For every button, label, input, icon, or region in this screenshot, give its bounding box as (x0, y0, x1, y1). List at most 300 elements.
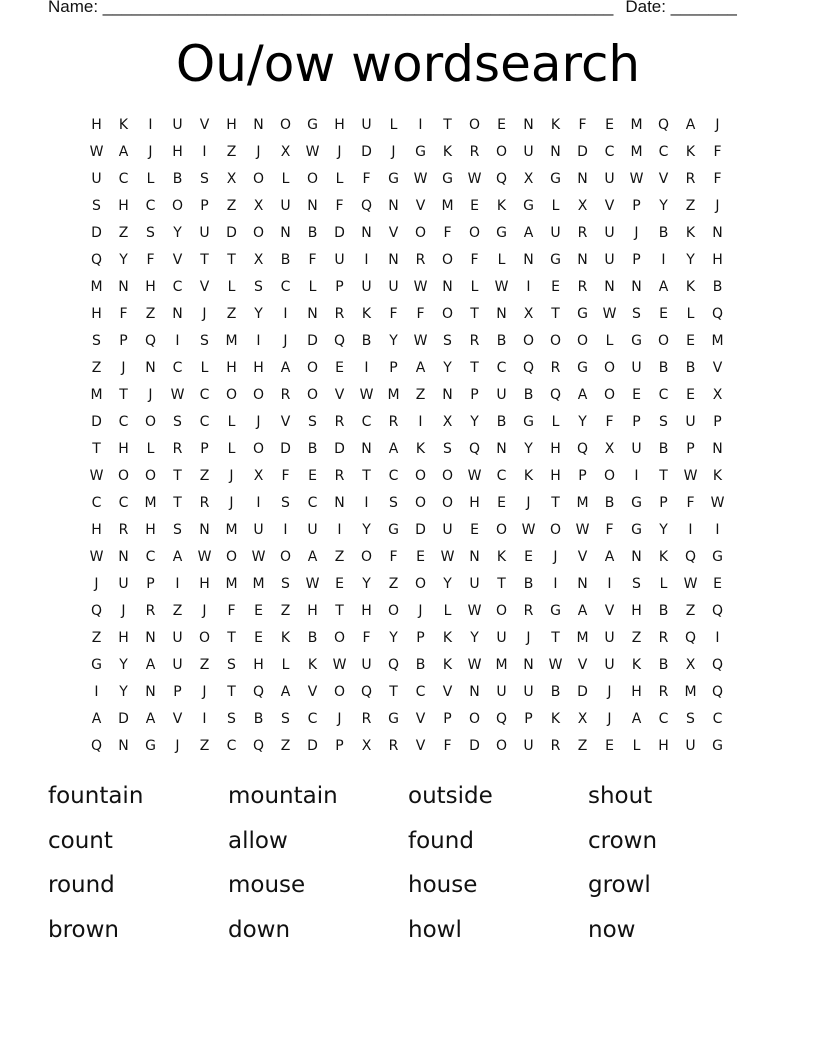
grid-cell: O (495, 522, 508, 538)
grid-cell: L (227, 441, 236, 457)
grid-cell: O (360, 549, 373, 565)
grid-cell: N (334, 495, 345, 511)
word-list-item: house (408, 872, 478, 898)
grid-cell: K (658, 549, 669, 565)
word-list-item: howl (408, 916, 462, 943)
grid-cell: H (91, 522, 102, 538)
grid-cell: W (467, 171, 482, 187)
grid-cell: A (280, 360, 291, 376)
grid-cell: K (280, 630, 291, 646)
grid-cell: H (145, 522, 156, 538)
grid-cell: U (604, 252, 615, 268)
grid-cell: H (631, 684, 642, 700)
grid-cell: P (686, 441, 695, 457)
grid-cell: Y (173, 225, 182, 241)
grid-cell: C (658, 144, 669, 160)
grid-cell: Q (711, 603, 724, 619)
grid-cell: I (364, 252, 369, 268)
grid-cell: F (389, 549, 398, 565)
grid-cell: A (91, 711, 102, 727)
grid-cell: H (118, 630, 129, 646)
grid-cell: F (362, 171, 371, 187)
grid-cell: U (172, 657, 183, 673)
grid-cell: Z (334, 549, 345, 565)
grid-cell: W (440, 549, 455, 565)
grid-cell: X (226, 171, 237, 187)
grid-cell: F (281, 468, 290, 484)
grid-cell: V (604, 198, 615, 214)
grid-cell: C (145, 198, 156, 214)
grid-cell: B (415, 657, 426, 673)
grid-cell: I (283, 306, 288, 322)
grid-cell: Z (172, 603, 183, 619)
grid-cell: I (337, 522, 342, 538)
grid-cell: Z (280, 738, 291, 754)
grid-cell: Y (119, 252, 128, 268)
grid-cell: F (227, 603, 236, 619)
grid-cell: L (281, 171, 290, 187)
grid-cell: H (658, 738, 669, 754)
grid-cell: H (145, 279, 156, 295)
grid-cell: N (523, 657, 534, 673)
grid-cell: U (550, 225, 561, 241)
grid-cell: G (415, 144, 426, 160)
grid-cell: R (334, 468, 345, 484)
grid-cell: G (307, 117, 318, 133)
grid-cell: H (226, 360, 237, 376)
grid-cell: O (414, 576, 427, 592)
grid-cell: C (658, 711, 669, 727)
grid-cell: P (524, 711, 533, 727)
grid-cell: V (604, 603, 615, 619)
grid-cell: G (550, 252, 561, 268)
grid-cell: N (307, 198, 318, 214)
grid-cell: A (685, 117, 696, 133)
grid-cell: C (172, 360, 183, 376)
grid-cell: Y (254, 306, 263, 322)
grid-cell: V (577, 657, 588, 673)
grid-cell: I (526, 279, 531, 295)
word-list-item: down (228, 916, 291, 943)
grid-cell: J (715, 117, 720, 133)
grid-cell: D (307, 738, 318, 754)
grid-cell: N (388, 252, 399, 268)
grid-cell: U (604, 657, 615, 673)
grid-cell: L (605, 333, 614, 349)
grid-cell: H (91, 117, 102, 133)
grid-cell: V (442, 684, 453, 700)
grid-cell: N (496, 306, 507, 322)
grid-cell: J (337, 711, 342, 727)
grid-cell: F (119, 306, 128, 322)
grid-cell: T (659, 468, 668, 484)
grid-cell: O (441, 252, 454, 268)
grid-cell: W (467, 603, 482, 619)
grid-cell: O (576, 333, 589, 349)
grid-row (83, 490, 731, 517)
grid-cell: L (686, 306, 695, 322)
name-field[interactable]: Name: ______________________________________________________ (48, 0, 614, 16)
grid-cell: Q (144, 333, 157, 349)
grid-cell: I (661, 252, 666, 268)
grid-cell: F (605, 522, 614, 538)
grid-cell: B (361, 333, 372, 349)
grid-cell: L (551, 198, 560, 214)
grid-cell: N (442, 279, 453, 295)
grid-cell: R (658, 684, 669, 700)
grid-cell: W (170, 387, 185, 403)
grid-cell: N (361, 225, 372, 241)
grid-cell: N (712, 441, 723, 457)
grid-cell: M (441, 198, 454, 214)
grid-cell: U (280, 198, 291, 214)
grid-cell: S (200, 171, 209, 187)
grid-cell: T (443, 117, 452, 133)
grid-cell: U (685, 414, 696, 430)
grid-cell: N (388, 198, 399, 214)
grid-cell: M (225, 333, 238, 349)
grid-cell: C (118, 495, 129, 511)
grid-cell: W (575, 522, 590, 538)
word-list-item: count (48, 827, 113, 854)
grid-cell: R (469, 333, 480, 349)
grid-cell: U (523, 738, 534, 754)
grid-cell: T (227, 630, 236, 646)
grid-cell: Y (686, 252, 695, 268)
grid-cell: K (361, 306, 372, 322)
grid-cell: V (712, 360, 723, 376)
grid-cell: Q (387, 657, 400, 673)
grid-cell: I (715, 522, 720, 538)
grid-cell: P (416, 630, 425, 646)
grid-cell: O (549, 522, 562, 538)
grid-cell: E (524, 549, 533, 565)
grid-cell: X (577, 198, 588, 214)
grid-cell: S (227, 657, 236, 673)
grid-cell: T (362, 468, 371, 484)
grid-cell: C (658, 387, 669, 403)
grid-cell: G (712, 549, 723, 565)
grid-cell: J (337, 144, 342, 160)
grid-cell: A (280, 684, 291, 700)
grid-cell: O (279, 549, 292, 565)
word-list-item: outside (408, 783, 493, 809)
grid-cell: F (470, 252, 479, 268)
grid-cell: J (229, 468, 234, 484)
grid-cell: A (118, 144, 129, 160)
grid-cell: F (389, 306, 398, 322)
grid-cell: I (418, 117, 423, 133)
grid-cell: K (415, 441, 426, 457)
grid-cell: L (659, 576, 668, 592)
grid-cell: K (442, 144, 453, 160)
grid-cell: T (497, 576, 506, 592)
grid-cell: P (389, 360, 398, 376)
grid-cell: I (418, 414, 423, 430)
grid-cell: Q (711, 657, 724, 673)
grid-cell: R (415, 252, 426, 268)
grid-row (83, 625, 731, 652)
grid-cell: L (227, 279, 236, 295)
grid-cell: W (305, 144, 320, 160)
grid-cell: U (604, 225, 615, 241)
grid-cell: R (199, 495, 210, 511)
grid-cell: V (415, 711, 426, 727)
grid-cell: U (523, 684, 534, 700)
grid-cell: O (252, 387, 265, 403)
grid-cell: T (119, 387, 128, 403)
grid-cell: I (607, 576, 612, 592)
grid-cell: H (550, 468, 561, 484)
grid-cell: N (577, 576, 588, 592)
grid-cell: H (361, 603, 372, 619)
grid-cell: N (253, 117, 264, 133)
grid-cell: C (226, 738, 237, 754)
grid-cell: N (172, 306, 183, 322)
grid-cell: M (225, 576, 238, 592)
grid-cell: T (335, 603, 344, 619)
grid-cell: F (146, 252, 155, 268)
grid-cell: J (256, 144, 261, 160)
grid-cell: U (307, 522, 318, 538)
grid-cell: R (172, 441, 183, 457)
grid-cell: Z (685, 198, 696, 214)
grid-cell: S (632, 306, 641, 322)
grid-cell: T (173, 495, 182, 511)
grid-cell: A (523, 225, 534, 241)
grid-cell: W (89, 144, 104, 160)
grid-cell: D (91, 225, 102, 241)
grid-cell: L (146, 171, 155, 187)
grid-cell: M (387, 387, 400, 403)
grid-cell: Q (252, 738, 265, 754)
grid-cell: C (145, 549, 156, 565)
grid-row (83, 220, 731, 247)
grid-cell: F (713, 144, 722, 160)
grid-cell: D (334, 441, 345, 457)
grid-cell: O (171, 198, 184, 214)
grid-cell: V (388, 225, 399, 241)
grid-cell: R (523, 603, 534, 619)
grid-cell: S (281, 711, 290, 727)
grid-row (83, 166, 731, 193)
grid-cell: Z (685, 603, 696, 619)
grid-cell: J (148, 144, 153, 160)
grid-cell: R (388, 414, 399, 430)
grid-cell: V (199, 117, 210, 133)
grid-cell: U (496, 630, 507, 646)
grid-cell: S (173, 414, 182, 430)
grid-cell: V (172, 252, 183, 268)
grid-cell: D (415, 522, 426, 538)
grid-cell: I (364, 495, 369, 511)
grid-cell: U (361, 657, 372, 673)
grid-cell: X (361, 738, 372, 754)
grid-cell: L (389, 117, 398, 133)
word-list-item: now (588, 916, 636, 943)
grid-cell: Q (576, 441, 589, 457)
word-list-item: growl (588, 872, 651, 898)
grid-cell: F (578, 117, 587, 133)
grid-cell: W (467, 657, 482, 673)
grid-row (83, 463, 731, 490)
grid-cell: A (415, 360, 426, 376)
grid-cell: P (146, 576, 155, 592)
grid-cell: Q (711, 684, 724, 700)
grid-cell: C (118, 171, 129, 187)
letter-grid (83, 112, 731, 760)
grid-cell: T (173, 468, 182, 484)
grid-cell: K (685, 225, 696, 241)
grid-cell: P (632, 252, 641, 268)
grid-cell: R (145, 603, 156, 619)
grid-cell: Q (252, 684, 265, 700)
grid-cell: V (415, 738, 426, 754)
grid-cell: S (308, 414, 317, 430)
grid-cell: U (442, 522, 453, 538)
grid-cell: J (607, 684, 612, 700)
grid-cell: A (388, 441, 399, 457)
grid-cell: Z (226, 144, 237, 160)
grid-cell: W (413, 171, 428, 187)
grid-cell: H (550, 441, 561, 457)
grid-cell: O (657, 333, 670, 349)
grid-cell: N (118, 549, 129, 565)
grid-cell: U (523, 144, 534, 160)
grid-cell: S (92, 198, 101, 214)
grid-cell: U (604, 630, 615, 646)
grid-cell: O (117, 468, 130, 484)
grid-cell: U (172, 630, 183, 646)
grid-row (83, 652, 731, 679)
grid-cell: E (254, 630, 263, 646)
grid-cell: K (631, 657, 642, 673)
grid-cell: T (470, 360, 479, 376)
grid-cell: W (305, 576, 320, 592)
grid-cell: H (199, 576, 210, 592)
grid-cell: N (361, 441, 372, 457)
word-list-item: shout (588, 783, 653, 809)
grid-cell: U (118, 576, 129, 592)
grid-cell: H (118, 441, 129, 457)
grid-cell: Q (468, 441, 481, 457)
grid-cell: W (683, 576, 698, 592)
grid-cell: C (280, 279, 291, 295)
grid-cell: S (443, 333, 452, 349)
grid-cell: G (577, 306, 588, 322)
grid-cell: S (173, 522, 182, 538)
grid-cell: E (551, 279, 560, 295)
grid-cell: Z (91, 630, 102, 646)
grid-cell: R (334, 306, 345, 322)
grid-cell: G (442, 171, 453, 187)
grid-cell: M (90, 387, 103, 403)
grid-cell: Y (524, 441, 533, 457)
grid-cell: D (226, 225, 237, 241)
grid-cell: I (202, 144, 207, 160)
grid-cell: C (712, 711, 723, 727)
grid-cell: C (199, 414, 210, 430)
grid-cell: I (94, 684, 99, 700)
grid-cell: I (634, 468, 639, 484)
grid-cell: N (496, 441, 507, 457)
grid-cell: U (361, 117, 372, 133)
grid-cell: I (553, 576, 558, 592)
grid-cell: N (631, 549, 642, 565)
grid-cell: J (202, 306, 207, 322)
grid-cell: I (256, 495, 261, 511)
grid-cell: M (576, 495, 589, 511)
grid-cell: L (470, 279, 479, 295)
grid-cell: X (712, 387, 723, 403)
grid-cell: U (334, 252, 345, 268)
grid-cell: F (308, 252, 317, 268)
grid-cell: N (145, 630, 156, 646)
grid-cell: D (577, 684, 588, 700)
grid-cell: P (470, 387, 479, 403)
grid-cell: H (172, 144, 183, 160)
grid-cell: B (280, 252, 291, 268)
grid-cell: P (713, 414, 722, 430)
grid-cell: Z (118, 225, 129, 241)
grid-cell: T (470, 306, 479, 322)
grid-row (83, 382, 731, 409)
grid-cell: I (715, 630, 720, 646)
grid-cell: C (118, 414, 129, 430)
grid-cell: Y (389, 630, 398, 646)
grid-cell: Z (280, 603, 291, 619)
grid-cell: J (202, 603, 207, 619)
grid-cell: N (469, 684, 480, 700)
grid-cell: E (686, 387, 695, 403)
grid-cell: F (605, 414, 614, 430)
grid-cell: L (146, 441, 155, 457)
grid-cell: A (577, 387, 588, 403)
grid-cell: M (252, 576, 265, 592)
grid-cell: O (603, 387, 616, 403)
grid-cell: N (307, 306, 318, 322)
grid-cell: T (227, 684, 236, 700)
grid-cell: K (550, 711, 561, 727)
grid-cell: A (145, 657, 156, 673)
grid-cell: L (335, 171, 344, 187)
date-field[interactable]: Date: _______ (625, 0, 737, 16)
grid-cell: J (229, 495, 234, 511)
grid-cell: S (254, 279, 263, 295)
grid-cell: Y (362, 576, 371, 592)
grid-cell: J (121, 603, 126, 619)
grid-cell: O (252, 225, 265, 241)
grid-cell: O (387, 603, 400, 619)
grid-cell: Q (90, 738, 103, 754)
grid-cell: J (715, 198, 720, 214)
grid-cell: I (175, 576, 180, 592)
word-list-item: round (48, 872, 115, 898)
grid-cell: Q (90, 252, 103, 268)
grid-cell: E (605, 738, 614, 754)
grid-cell: B (307, 225, 318, 241)
grid-cell: S (281, 495, 290, 511)
grid-cell: C (199, 387, 210, 403)
grid-cell: G (91, 657, 102, 673)
grid-cell: K (496, 198, 507, 214)
grid-row (83, 436, 731, 463)
grid-cell: Q (549, 387, 562, 403)
grid-cell: Q (360, 684, 373, 700)
grid-cell: M (630, 144, 643, 160)
grid-cell: I (364, 360, 369, 376)
grid-cell: W (467, 468, 482, 484)
